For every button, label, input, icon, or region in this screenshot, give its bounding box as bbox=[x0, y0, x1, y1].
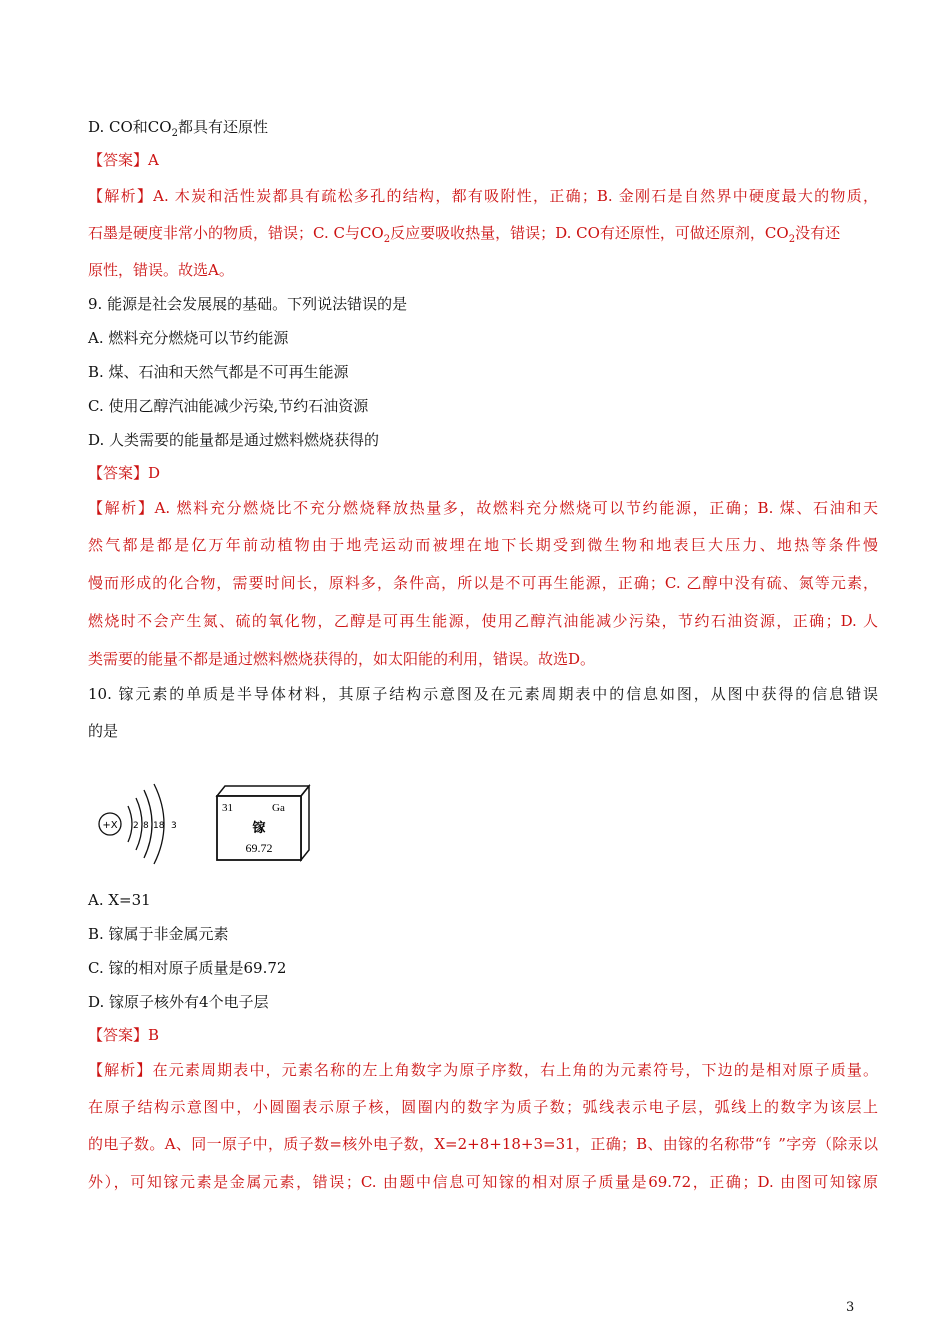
shell-electron-count: 2 bbox=[133, 821, 139, 831]
q8-answer: 【答案】A bbox=[88, 151, 159, 169]
q10-analysis-line: 外），可知镓元素是金属元素，错误；C. 由题中信息可知镓的相对原子质量是69.72，正确；D. 由图可知镓原 bbox=[88, 1173, 878, 1191]
q10-stem: 10. 镓元素的单质是半导体材料，其原子结构示意图及在元素周期表中的信息如图，从图中获得的信息错误 bbox=[88, 685, 878, 703]
q8-option-d: D. CO和$CO_2$都具有还原性 bbox=[88, 118, 268, 139]
q9-option-b: B. 煤、石油和天然气都是不可再生能源 bbox=[88, 363, 349, 381]
q8-analysis-line: 【解析】A. 木炭和活性炭都具有疏松多孔的结构，都有吸附性，正确；B. 金刚石是自然界中硬度最大的物质， bbox=[88, 187, 878, 205]
q10-option-b: B. 镓属于非金属元素 bbox=[88, 925, 229, 943]
gallium-diagram bbox=[92, 776, 332, 866]
q9-analysis-line: 慢而形成的化合物，需要时间长，原料多，条件高，所以是不可再生能源，正确；C. 乙醇中没有硫、氮等元素， bbox=[88, 574, 878, 592]
q10-answer: 【答案】B bbox=[88, 1026, 160, 1044]
q9-analysis-line: 【解析】A. 燃料充分燃烧比不充分燃烧释放热量多，故燃料充分燃烧可以节约能源，正确；B. 煤、石油和天 bbox=[88, 499, 878, 517]
element-name: 镓 bbox=[252, 821, 266, 836]
q10-stem-cont: 的是 bbox=[88, 722, 119, 740]
q10-option-c: C. 镓的相对原子质量是69.72 bbox=[88, 959, 287, 977]
q8-analysis-line: 原性，错误。故选A。 bbox=[88, 261, 234, 279]
q9-option-c: C. 使用乙醇汽油能减少污染,节约石油资源 bbox=[88, 397, 369, 415]
q9-option-a: A. 燃料充分燃烧可以节约能源 bbox=[88, 329, 289, 347]
q10-analysis-line: 的电子数。A、同一原子中，质子数=核外电子数，X=2+8+18+3=31，正确；B、由镓的名称带“钅”字旁（除汞以 bbox=[88, 1135, 878, 1153]
q10-analysis-line: 【解析】在元素周期表中，元素名称的左上角数字为原子序数，右上角的为元素符号，下边的是相对原子质量。 bbox=[88, 1061, 878, 1079]
q9-analysis-line: 类需要的能量不都是通过燃料燃烧获得的，如太阳能的利用，错误。故选D。 bbox=[88, 650, 596, 668]
shell-electron-count: 8 bbox=[143, 821, 149, 831]
q10-option-d: D. 镓原子核外有4个电子层 bbox=[88, 993, 269, 1011]
element-symbol: Ga bbox=[272, 802, 285, 814]
nucleus-label: +X bbox=[102, 820, 118, 831]
q10-option-a: A. X=31 bbox=[88, 891, 151, 909]
atomic-number: 31 bbox=[222, 802, 233, 814]
q9-option-d: D. 人类需要的能量都是通过燃料燃烧获得的 bbox=[88, 431, 380, 449]
q9-stem: 9. 能源是社会发展展的基础。下列说法错误的是 bbox=[88, 295, 408, 313]
atomic-mass: 69.72 bbox=[245, 841, 273, 855]
periodic-table-cell bbox=[217, 786, 309, 860]
atom-structure-diagram bbox=[99, 784, 177, 864]
q9-analysis-line: 然气都是都是亿万年前动植物由于地壳运动而被埋在地下长期受到微生物和地表巨大压力、地热等条件慢 bbox=[88, 536, 878, 554]
shell-arc bbox=[128, 806, 132, 842]
shell-electron-count: 18 bbox=[153, 821, 165, 831]
q9-analysis-line: 燃烧时不会产生氮、硫的氧化物，乙醇是可再生能源，使用乙醇汽油能减少污染，节约石油资源，正确；D. 人 bbox=[88, 612, 878, 630]
q8-analysis-line: 石墨是硬度非常小的物质，错误；C. C与$CO_2$反应要吸收热量，错误；D. CO有还原性，可做还原剂，$CO_2$没有还 bbox=[88, 224, 841, 245]
q9-answer: 【答案】D bbox=[88, 464, 161, 482]
q10-analysis-line: 在原子结构示意图中，小圆圈表示原子核，圆圈内的数字为质子数；弧线表示电子层，弧线上的数字为该层上 bbox=[88, 1098, 878, 1116]
page-number: 3 bbox=[846, 1300, 855, 1315]
shell-electron-count: 3 bbox=[171, 821, 177, 831]
